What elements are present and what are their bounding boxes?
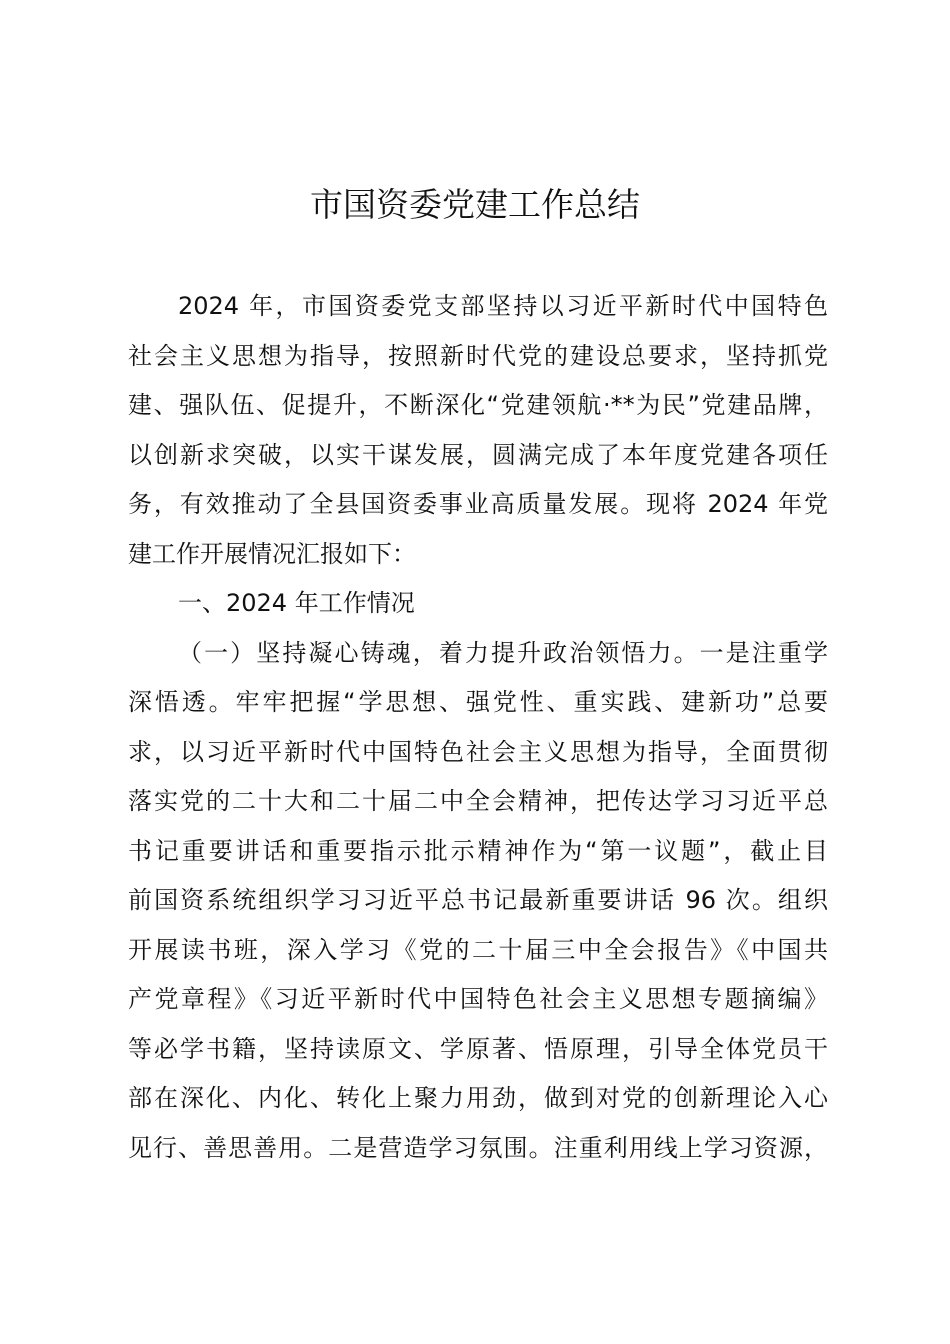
paragraph-line: 务，有效推动了全县国资委事业高质量发展。现将 2024 年党 (128, 490, 828, 518)
paragraph-line: 2024 年，市国资委党支部坚持以习近平新时代中国特色 (178, 292, 828, 320)
paragraph-line: 书记重要讲话和重要指示批示精神作为“第一议题”，截止目 (128, 836, 828, 865)
paragraph-line: 等必学书籍，坚持读原文、学原著、悟原理，引导全体党员干 (128, 1034, 828, 1063)
paragraph-line: 深悟透。牢牢把握“学思想、强党性、重实践、建新功”总要 (128, 688, 828, 716)
paragraph-line: 产党章程》《习近平新时代中国特色社会主义思想专题摘编》 (128, 985, 828, 1013)
paragraph-line: （一）坚持凝心铸魂，着力提升政治领悟力。一是注重学 (178, 638, 828, 667)
paragraph-line: 求，以习近平新时代中国特色社会主义思想为指导，全面贯彻 (128, 737, 828, 766)
paragraph-line: 建工作开展情况汇报如下： (128, 539, 416, 568)
paragraph-line: 开展读书班，深入学习《党的二十届三中全会报告》《中国共 (128, 935, 828, 964)
paragraph-line: 落实党的二十大和二十届二中全会精神，把传达学习习近平总 (128, 787, 828, 815)
paragraph-line: 社会主义思想为指导，按照新时代党的建设总要求，坚持抓党 (128, 341, 828, 370)
paragraph-line: 建、强队伍、促提升，不断深化“党建领航·**为民”党建品牌， (128, 391, 828, 419)
paragraph-line: 以创新求突破，以实干谋发展，圆满完成了本年度党建各项任 (128, 440, 828, 469)
document-body (128, 282, 828, 1173)
paragraph-line: 前国资系统组织学习习近平总书记最新重要讲话 96 次。组织 (128, 886, 828, 914)
document-title: 市国资委党建工作总结 (310, 185, 640, 224)
paragraph-line: 部在深化、内化、转化上聚力用劲，做到对党的创新理论入心 (128, 1084, 828, 1112)
paragraph-line: 见行、善思善用。二是营造学习氛围。注重利用线上学习资源， (128, 1133, 828, 1162)
section-heading: 一、2024 年工作情况 (178, 589, 415, 617)
